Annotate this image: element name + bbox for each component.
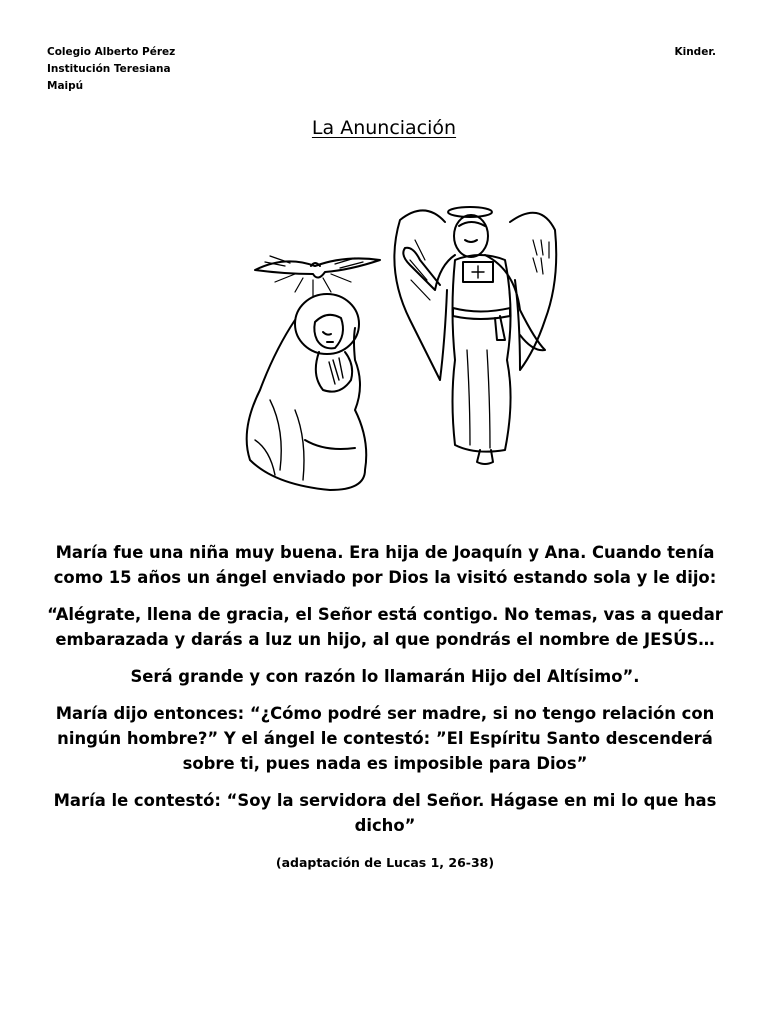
paragraph-mary-question: María dijo entonces: “¿Cómo podré ser madre, si no tengo relación con ningún hombre?” Y el ángel le contestó: ”El Espíritu Santo descenderá sobre ti, pues nada es imposible para Dios” (55, 704, 715, 773)
grade-level: Kinder. (674, 46, 716, 58)
page-title: La Anunciación (311, 117, 457, 139)
city-name: Maipú (47, 80, 84, 92)
story-text (42, 540, 728, 875)
mary-figure-icon (247, 294, 367, 490)
paragraph-intro: María fue una niña muy buena. Era hija de Joaquín y Ana. Cuando tenía como 15 años un ángel enviado por Dios la visitó estando sola y le dijo: (53, 543, 717, 587)
angel-figure-icon (394, 207, 556, 464)
school-name: Colegio Alberto Pérez (47, 46, 176, 58)
paragraph-mary-answer: María le contestó: “Soy la servidora del Señor. Hágase en mi lo que has dicho” (53, 791, 717, 835)
paragraph-angel-greeting: “Alégrate, llena de gracia, el Señor está contigo. No temas, vas a quedar embarazada y darás a luz un hijo, al que pondrás el nombre de JESÚS… (47, 605, 723, 649)
institution-name: Institución Teresiana (47, 63, 171, 75)
paragraph-altisimo: Será grande y con razón lo llamarán Hijo del Altísimo”. (130, 667, 640, 686)
school-header (47, 44, 175, 95)
annunciation-illustration (215, 200, 560, 500)
bible-citation: (adaptación de Lucas 1, 26-38) (275, 855, 495, 870)
dove-icon (255, 256, 380, 296)
